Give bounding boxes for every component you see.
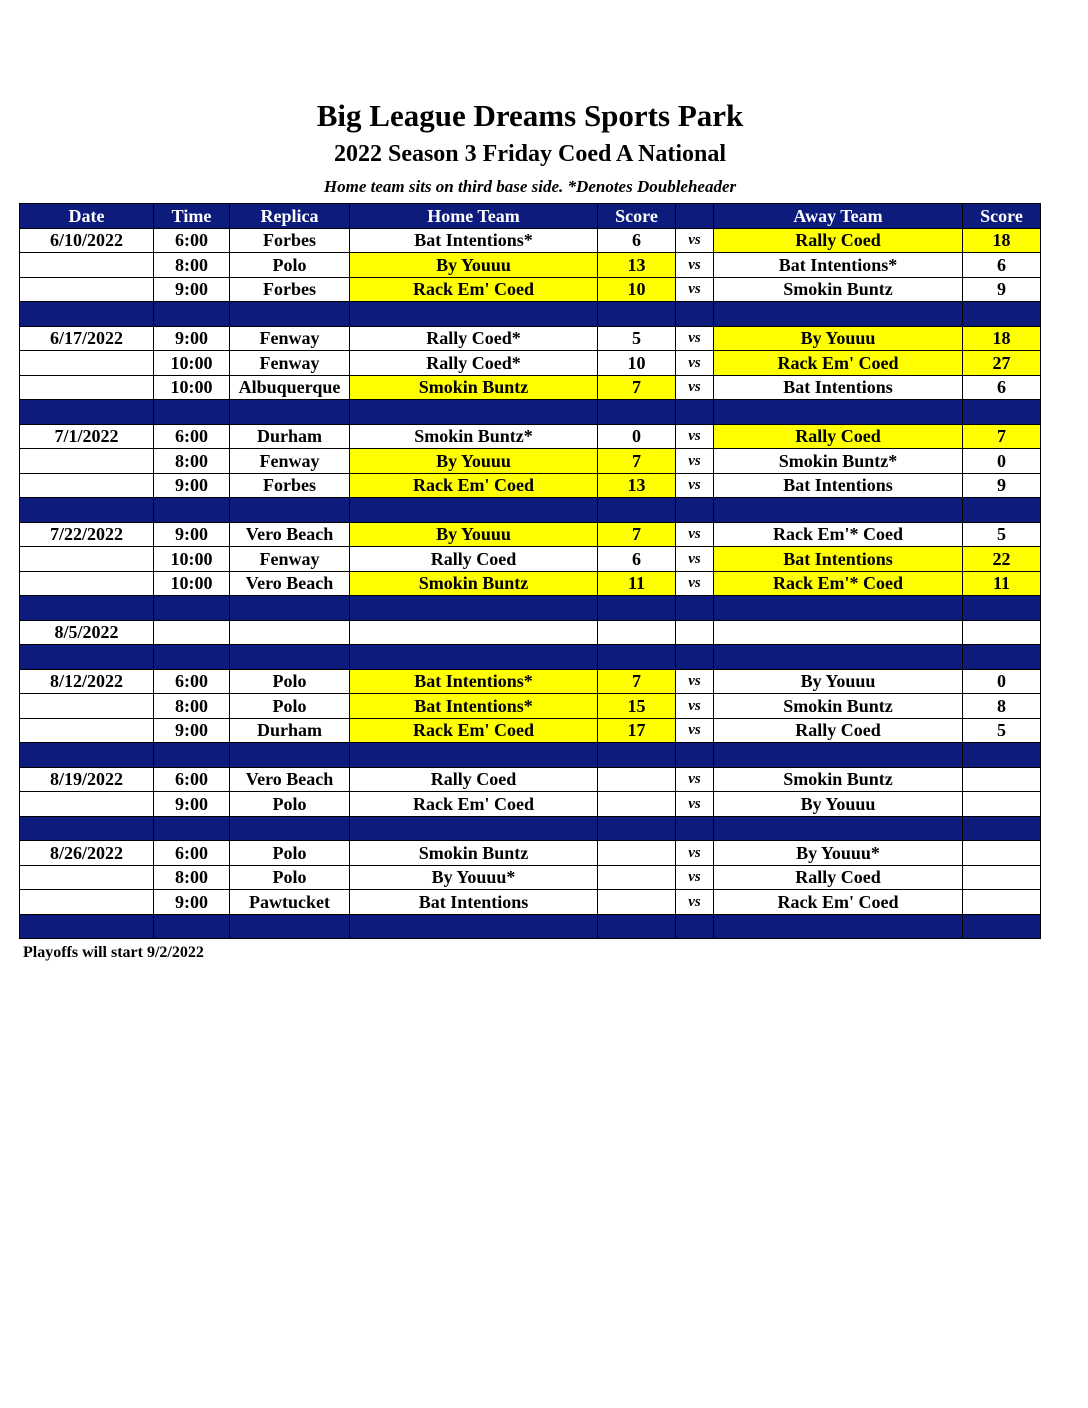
home-score-cell	[598, 620, 676, 645]
home-team-cell: Rack Em' Coed	[350, 792, 598, 817]
separator-cell	[963, 816, 1041, 841]
separator-cell	[20, 816, 154, 841]
game-row	[20, 473, 1041, 498]
date-cell	[20, 253, 154, 278]
separator-row	[20, 302, 1041, 327]
game-row	[20, 375, 1041, 400]
vs-cell: vs	[676, 424, 714, 449]
date-cell: 7/1/2022	[20, 424, 154, 449]
separator-cell	[963, 914, 1041, 939]
separator-row	[20, 596, 1041, 621]
separator-row	[20, 645, 1041, 670]
separator-cell	[714, 645, 963, 670]
page-title: Big League Dreams Sports Park	[316, 98, 744, 133]
away-score-cell	[963, 792, 1041, 817]
away-team-cell: Rack Em'* Coed	[714, 571, 963, 596]
home-team-cell: Smokin Buntz	[350, 571, 598, 596]
home-score-cell: 13	[598, 253, 676, 278]
game-row	[20, 424, 1041, 449]
separator-cell	[20, 302, 154, 327]
home-score-cell: 7	[598, 449, 676, 474]
game-row	[20, 669, 1041, 694]
home-team-cell: Rack Em' Coed	[350, 718, 598, 743]
replica-cell: Fenway	[230, 326, 350, 351]
separator-cell	[154, 400, 230, 425]
separator-cell	[598, 645, 676, 670]
home-score-cell: 6	[598, 228, 676, 253]
vs-cell: vs	[676, 449, 714, 474]
home-score-cell: 7	[598, 522, 676, 547]
away-team-cell: Rack Em' Coed	[714, 890, 963, 915]
separator-cell	[676, 816, 714, 841]
playoffs-note: Playoffs will start 9/2/2022	[23, 944, 204, 961]
game-row	[20, 694, 1041, 719]
date-cell	[20, 865, 154, 890]
replica-cell: Pawtucket	[230, 890, 350, 915]
separator-cell	[350, 596, 598, 621]
separator-cell	[598, 498, 676, 523]
home-score-cell: 17	[598, 718, 676, 743]
home-team-cell: By Youuu	[350, 449, 598, 474]
replica-cell: Fenway	[230, 449, 350, 474]
home-team-cell: Rally Coed	[350, 547, 598, 572]
separator-cell	[714, 400, 963, 425]
date-cell: 8/19/2022	[20, 767, 154, 792]
separator-cell	[676, 302, 714, 327]
away-score-cell: 0	[963, 669, 1041, 694]
away-team-cell: Bat Intentions*	[714, 253, 963, 278]
separator-cell	[598, 302, 676, 327]
away-score-cell: 18	[963, 228, 1041, 253]
separator-cell	[598, 400, 676, 425]
separator-cell	[714, 816, 963, 841]
vs-cell: vs	[676, 375, 714, 400]
home-score-cell: 10	[598, 351, 676, 376]
time-cell: 9:00	[154, 473, 230, 498]
vs-cell	[676, 620, 714, 645]
separator-cell	[676, 645, 714, 670]
date-cell: 8/12/2022	[20, 669, 154, 694]
separator-row	[20, 914, 1041, 939]
time-cell: 6:00	[154, 228, 230, 253]
game-row	[20, 865, 1041, 890]
page-subtitle: 2022 Season 3 Friday Coed A National	[333, 141, 727, 167]
separator-cell	[676, 400, 714, 425]
separator-cell	[714, 914, 963, 939]
separator-cell	[598, 743, 676, 768]
away-score-cell	[963, 865, 1041, 890]
home-team-cell: Rally Coed*	[350, 351, 598, 376]
home-score-cell	[598, 865, 676, 890]
separator-cell	[20, 645, 154, 670]
time-cell: 8:00	[154, 865, 230, 890]
date-cell	[20, 473, 154, 498]
separator-cell	[20, 743, 154, 768]
away-score-cell: 7	[963, 424, 1041, 449]
separator-cell	[350, 743, 598, 768]
away-team-cell: Smokin Buntz	[714, 767, 963, 792]
home-score-cell: 0	[598, 424, 676, 449]
schedule-note: Home team sits on third base side. *Denotes Doubleheader	[323, 177, 737, 196]
home-team-cell: Smokin Buntz	[350, 375, 598, 400]
separator-cell	[20, 400, 154, 425]
game-row	[20, 767, 1041, 792]
replica-cell: Polo	[230, 669, 350, 694]
time-cell: 6:00	[154, 669, 230, 694]
away-score-cell: 6	[963, 375, 1041, 400]
away-team-cell: Rally Coed	[714, 228, 963, 253]
date-cell: 6/17/2022	[20, 326, 154, 351]
game-row	[20, 547, 1041, 572]
date-cell	[20, 277, 154, 302]
header-row	[20, 204, 1041, 229]
home-score-cell: 6	[598, 547, 676, 572]
home-team-cell	[350, 620, 598, 645]
separator-cell	[963, 498, 1041, 523]
away-team-cell: Smokin Buntz	[714, 694, 963, 719]
game-row	[20, 841, 1041, 866]
separator-cell	[154, 816, 230, 841]
away-score-cell: 5	[963, 718, 1041, 743]
separator-cell	[350, 498, 598, 523]
time-cell: 8:00	[154, 449, 230, 474]
home-team-cell: By Youuu	[350, 253, 598, 278]
vs-cell: vs	[676, 792, 714, 817]
vs-cell: vs	[676, 351, 714, 376]
time-cell: 9:00	[154, 277, 230, 302]
home-team-cell: Rack Em' Coed	[350, 277, 598, 302]
away-team-cell: Rally Coed	[714, 865, 963, 890]
replica-cell: Polo	[230, 694, 350, 719]
separator-cell	[350, 302, 598, 327]
home-score-cell	[598, 792, 676, 817]
vs-cell: vs	[676, 865, 714, 890]
replica-cell	[230, 620, 350, 645]
separator-cell	[230, 498, 350, 523]
date-cell	[20, 890, 154, 915]
separator-cell	[350, 816, 598, 841]
replica-cell: Fenway	[230, 547, 350, 572]
time-cell: 6:00	[154, 767, 230, 792]
away-team-cell: By Youuu	[714, 326, 963, 351]
separator-cell	[154, 743, 230, 768]
separator-cell	[230, 596, 350, 621]
away-score-cell	[963, 767, 1041, 792]
date-cell	[20, 718, 154, 743]
date-cell	[20, 694, 154, 719]
away-score-cell: 11	[963, 571, 1041, 596]
time-cell: 10:00	[154, 351, 230, 376]
header-home-score: Score	[598, 204, 676, 229]
game-row	[20, 718, 1041, 743]
away-team-cell: Smokin Buntz	[714, 277, 963, 302]
header-date: Date	[20, 204, 154, 229]
vs-cell: vs	[676, 890, 714, 915]
separator-cell	[154, 645, 230, 670]
vs-cell: vs	[676, 228, 714, 253]
replica-cell: Forbes	[230, 228, 350, 253]
separator-row	[20, 498, 1041, 523]
vs-cell: vs	[676, 473, 714, 498]
separator-cell	[230, 914, 350, 939]
home-team-cell: By Youuu	[350, 522, 598, 547]
time-cell: 10:00	[154, 375, 230, 400]
separator-cell	[963, 596, 1041, 621]
away-team-cell: By Youuu	[714, 669, 963, 694]
home-team-cell: Smokin Buntz	[350, 841, 598, 866]
away-score-cell: 22	[963, 547, 1041, 572]
replica-cell: Polo	[230, 865, 350, 890]
separator-cell	[154, 498, 230, 523]
vs-cell: vs	[676, 547, 714, 572]
away-score-cell	[963, 890, 1041, 915]
home-score-cell: 13	[598, 473, 676, 498]
header-time: Time	[154, 204, 230, 229]
separator-row	[20, 743, 1041, 768]
separator-cell	[20, 596, 154, 621]
separator-cell	[676, 743, 714, 768]
home-team-cell: By Youuu*	[350, 865, 598, 890]
separator-cell	[350, 914, 598, 939]
away-score-cell: 27	[963, 351, 1041, 376]
header-home-team: Home Team	[350, 204, 598, 229]
home-team-cell: Smokin Buntz*	[350, 424, 598, 449]
home-team-cell: Rally Coed	[350, 767, 598, 792]
date-cell: 8/26/2022	[20, 841, 154, 866]
away-score-cell	[963, 841, 1041, 866]
separator-cell	[963, 400, 1041, 425]
game-row	[20, 522, 1041, 547]
header-vs	[676, 204, 714, 229]
time-cell: 10:00	[154, 547, 230, 572]
game-row	[20, 351, 1041, 376]
separator-cell	[230, 302, 350, 327]
time-cell: 9:00	[154, 792, 230, 817]
separator-cell	[676, 596, 714, 621]
replica-cell: Vero Beach	[230, 522, 350, 547]
separator-cell	[963, 302, 1041, 327]
replica-cell: Polo	[230, 253, 350, 278]
time-cell: 9:00	[154, 326, 230, 351]
replica-cell: Forbes	[230, 277, 350, 302]
time-cell: 8:00	[154, 694, 230, 719]
away-team-cell: Rack Em'* Coed	[714, 522, 963, 547]
separator-cell	[714, 596, 963, 621]
time-cell: 6:00	[154, 841, 230, 866]
vs-cell: vs	[676, 841, 714, 866]
away-score-cell	[963, 620, 1041, 645]
home-score-cell	[598, 890, 676, 915]
separator-cell	[230, 645, 350, 670]
time-cell: 8:00	[154, 253, 230, 278]
date-cell: 7/22/2022	[20, 522, 154, 547]
game-row	[20, 449, 1041, 474]
away-score-cell: 5	[963, 522, 1041, 547]
separator-row	[20, 400, 1041, 425]
home-team-cell: Rally Coed*	[350, 326, 598, 351]
away-team-cell: Bat Intentions	[714, 547, 963, 572]
separator-cell	[350, 400, 598, 425]
replica-cell: Fenway	[230, 351, 350, 376]
away-score-cell: 6	[963, 253, 1041, 278]
home-team-cell: Bat Intentions*	[350, 694, 598, 719]
separator-cell	[598, 596, 676, 621]
home-score-cell: 7	[598, 669, 676, 694]
game-row	[20, 253, 1041, 278]
game-row	[20, 277, 1041, 302]
replica-cell: Durham	[230, 718, 350, 743]
vs-cell: vs	[676, 571, 714, 596]
game-row	[20, 620, 1041, 645]
game-row	[20, 326, 1041, 351]
separator-cell	[676, 498, 714, 523]
date-cell	[20, 351, 154, 376]
separator-row	[20, 816, 1041, 841]
replica-cell: Forbes	[230, 473, 350, 498]
header-away-team: Away Team	[714, 204, 963, 229]
date-cell	[20, 571, 154, 596]
separator-cell	[676, 914, 714, 939]
separator-cell	[598, 914, 676, 939]
vs-cell: vs	[676, 277, 714, 302]
away-team-cell: By Youuu*	[714, 841, 963, 866]
vs-cell: vs	[676, 669, 714, 694]
away-team-cell: Rally Coed	[714, 718, 963, 743]
away-score-cell: 9	[963, 473, 1041, 498]
vs-cell: vs	[676, 522, 714, 547]
replica-cell: Durham	[230, 424, 350, 449]
game-row	[20, 890, 1041, 915]
away-team-cell: Rally Coed	[714, 424, 963, 449]
game-row	[20, 571, 1041, 596]
game-row	[20, 792, 1041, 817]
away-score-cell: 18	[963, 326, 1041, 351]
home-score-cell: 11	[598, 571, 676, 596]
time-cell: 9:00	[154, 890, 230, 915]
time-cell: 6:00	[154, 424, 230, 449]
replica-cell: Vero Beach	[230, 571, 350, 596]
separator-cell	[963, 645, 1041, 670]
home-score-cell: 15	[598, 694, 676, 719]
away-team-cell	[714, 620, 963, 645]
vs-cell: vs	[676, 718, 714, 743]
vs-cell: vs	[676, 326, 714, 351]
separator-cell	[230, 743, 350, 768]
time-cell: 9:00	[154, 522, 230, 547]
separator-cell	[154, 914, 230, 939]
home-team-cell: Bat Intentions*	[350, 228, 598, 253]
home-score-cell: 10	[598, 277, 676, 302]
time-cell: 10:00	[154, 571, 230, 596]
separator-cell	[20, 498, 154, 523]
separator-cell	[230, 400, 350, 425]
home-team-cell: Rack Em' Coed	[350, 473, 598, 498]
date-cell: 6/10/2022	[20, 228, 154, 253]
home-team-cell: Bat Intentions	[350, 890, 598, 915]
date-cell: 8/5/2022	[20, 620, 154, 645]
away-score-cell: 0	[963, 449, 1041, 474]
separator-cell	[714, 498, 963, 523]
vs-cell: vs	[676, 253, 714, 278]
separator-cell	[714, 302, 963, 327]
home-score-cell: 7	[598, 375, 676, 400]
replica-cell: Polo	[230, 792, 350, 817]
time-cell	[154, 620, 230, 645]
vs-cell: vs	[676, 767, 714, 792]
separator-cell	[714, 743, 963, 768]
schedule-table	[19, 203, 1041, 939]
separator-cell	[154, 302, 230, 327]
header-away-score: Score	[963, 204, 1041, 229]
separator-cell	[598, 816, 676, 841]
replica-cell: Polo	[230, 841, 350, 866]
home-score-cell	[598, 767, 676, 792]
separator-cell	[20, 914, 154, 939]
date-cell	[20, 375, 154, 400]
replica-cell: Vero Beach	[230, 767, 350, 792]
vs-cell: vs	[676, 694, 714, 719]
away-team-cell: Bat Intentions	[714, 375, 963, 400]
separator-cell	[350, 645, 598, 670]
time-cell: 9:00	[154, 718, 230, 743]
away-team-cell: Bat Intentions	[714, 473, 963, 498]
away-score-cell: 8	[963, 694, 1041, 719]
home-score-cell	[598, 841, 676, 866]
separator-cell	[154, 596, 230, 621]
away-team-cell: Rack Em' Coed	[714, 351, 963, 376]
away-team-cell: By Youuu	[714, 792, 963, 817]
separator-cell	[963, 743, 1041, 768]
date-cell	[20, 449, 154, 474]
replica-cell: Albuquerque	[230, 375, 350, 400]
header-replica: Replica	[230, 204, 350, 229]
away-score-cell: 9	[963, 277, 1041, 302]
away-team-cell: Smokin Buntz*	[714, 449, 963, 474]
home-team-cell: Bat Intentions*	[350, 669, 598, 694]
date-cell	[20, 792, 154, 817]
home-score-cell: 5	[598, 326, 676, 351]
separator-cell	[230, 816, 350, 841]
game-row	[20, 228, 1041, 253]
date-cell	[20, 547, 154, 572]
